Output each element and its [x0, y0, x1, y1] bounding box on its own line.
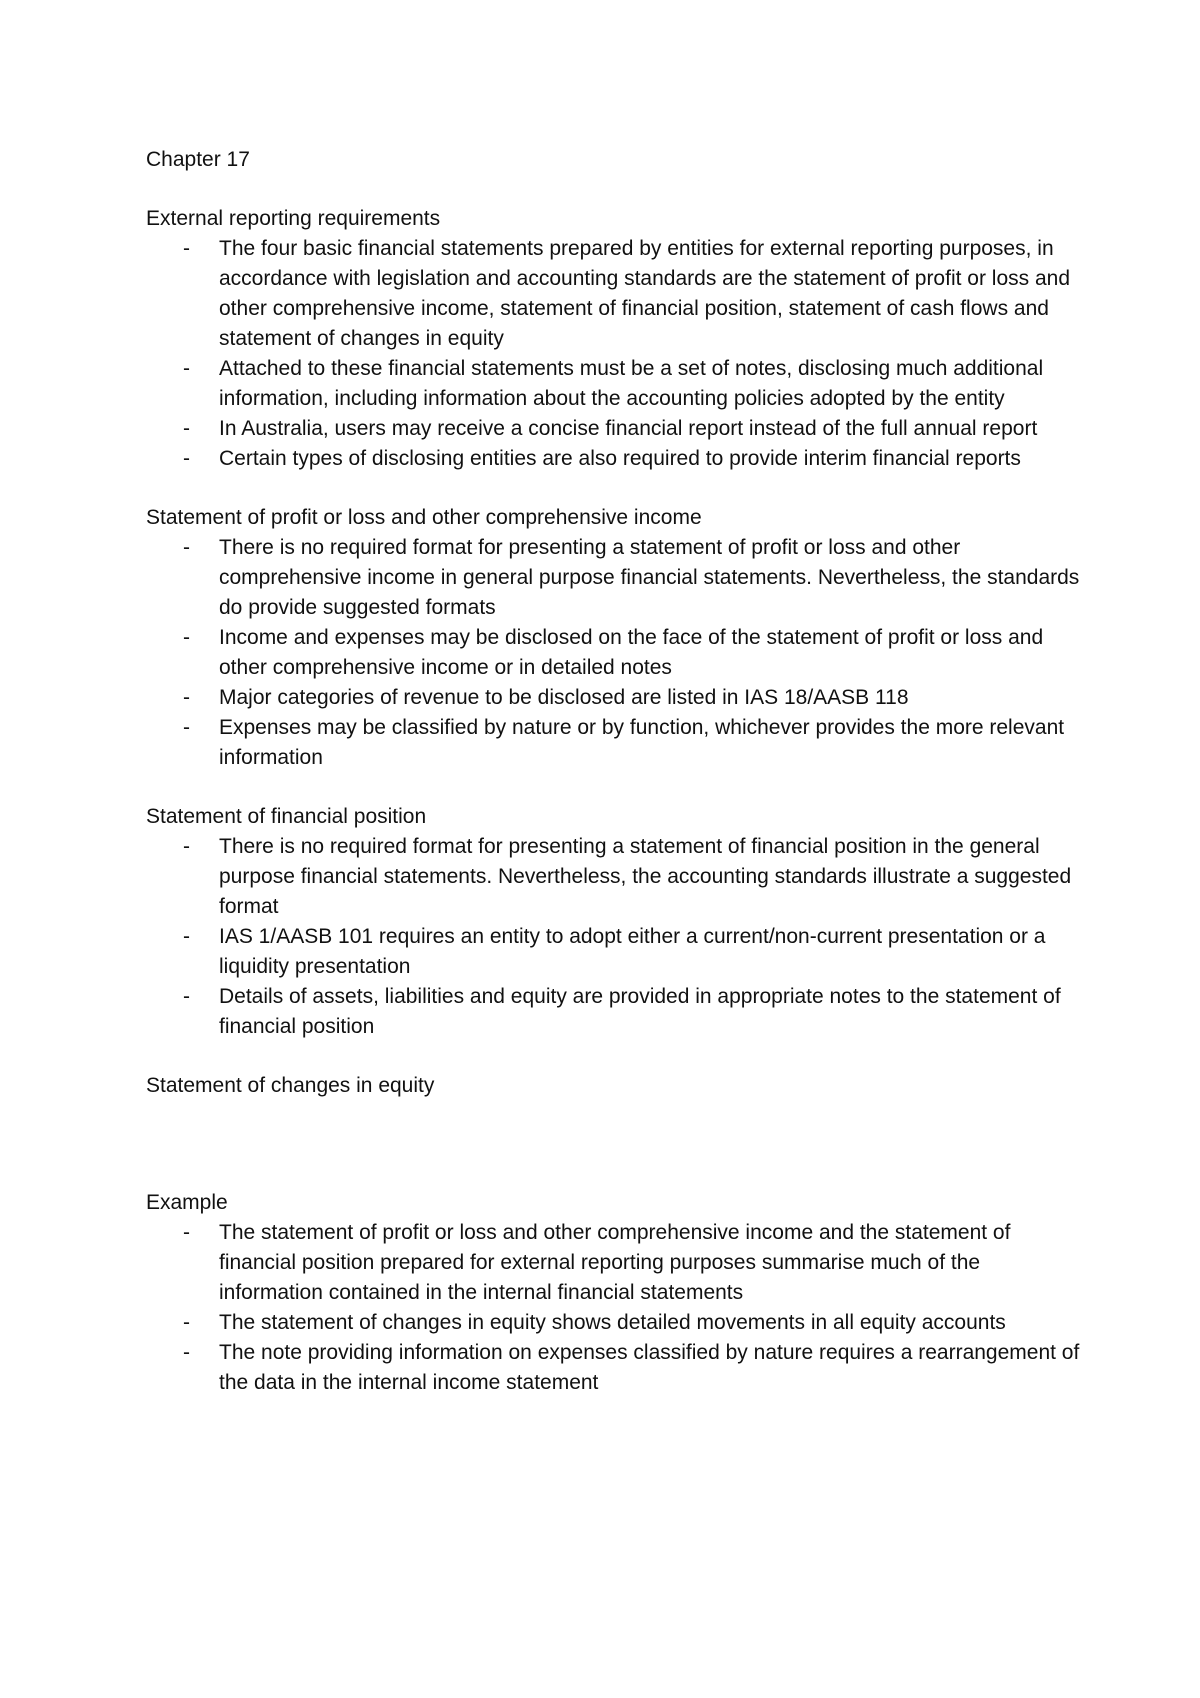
- bullet-list: [146, 533, 1080, 773]
- bullet-text: Income and expenses may be disclosed on the face of the statement of profit or loss and other comprehensive income or in detailed notes: [219, 626, 1044, 679]
- section-changes-in-equity: [146, 1071, 1080, 1159]
- list-item: [146, 623, 1080, 683]
- bullet-text: The four basic financial statements prepared by entities for external reporting purposes, in accordance with legislation and accounting standards are the statement of profit or loss and other comprehensive income, statement of financial position, statement of cash flows and statement of changes in equity: [219, 237, 1071, 350]
- bullet-list: [146, 234, 1080, 474]
- section-external-reporting: [146, 204, 1080, 474]
- section-heading: Statement of profit or loss and other comprehensive income: [146, 506, 702, 529]
- bullet-dash: -: [183, 417, 190, 440]
- bullet-dash: -: [183, 925, 190, 948]
- blank-space: [146, 1101, 1080, 1159]
- section-example: [146, 1188, 1080, 1398]
- section-heading: External reporting requirements: [146, 207, 441, 230]
- bullet-text: The note providing information on expenses classified by nature requires a rearrangement of the data in the internal income statement: [219, 1341, 1080, 1394]
- list-item: [146, 1218, 1080, 1308]
- list-item: [146, 533, 1080, 623]
- list-item: [146, 354, 1080, 414]
- section-financial-position: [146, 802, 1080, 1042]
- list-item: [146, 982, 1080, 1042]
- bullet-dash: -: [183, 716, 190, 739]
- bullet-text: Details of assets, liabilities and equity are provided in appropriate notes to the statement of financial position: [219, 985, 1061, 1038]
- bullet-text: Certain types of disclosing entities are also required to provide interim financial reports: [219, 447, 1021, 470]
- bullet-dash: -: [183, 357, 190, 380]
- section-heading: Statement of changes in equity: [146, 1074, 435, 1097]
- bullet-dash: -: [183, 1221, 190, 1244]
- list-item: [146, 832, 1080, 922]
- list-item: [146, 444, 1080, 474]
- bullet-list: [146, 832, 1080, 1042]
- bullet-dash: -: [183, 1341, 190, 1364]
- bullet-dash: -: [183, 626, 190, 649]
- section-heading: Example: [146, 1191, 228, 1214]
- bullet-dash: -: [183, 237, 190, 260]
- list-item: [146, 234, 1080, 354]
- page-title: Chapter 17: [146, 148, 250, 171]
- bullet-text: Expenses may be classified by nature or by function, whichever provides the more relevant information: [219, 716, 1065, 769]
- list-item: [146, 1338, 1080, 1398]
- list-item: [146, 713, 1080, 773]
- bullet-dash: -: [183, 1311, 190, 1334]
- bullet-dash: -: [183, 686, 190, 709]
- bullet-text: IAS 1/AASB 101 requires an entity to adopt either a current/non-current presentation or a liquidity presentation: [219, 925, 1046, 978]
- bullet-text: There is no required format for presenting a statement of profit or loss and other comprehensive income in general purpose financial statements. Nevertheless, the standards do provide suggested formats: [219, 536, 1080, 619]
- section-heading: Statement of financial position: [146, 805, 427, 828]
- bullet-text: Attached to these financial statements must be a set of notes, disclosing much additional information, including information about the accounting policies adopted by the entity: [219, 357, 1044, 410]
- bullet-dash: -: [183, 536, 190, 559]
- bullet-text: The statement of profit or loss and other comprehensive income and the statement of financial position prepared for external reporting purposes summarise much of the information contained in the internal financial statements: [219, 1221, 1011, 1304]
- list-item: [146, 414, 1080, 444]
- list-item: [146, 1308, 1080, 1338]
- bullet-text: In Australia, users may receive a concise financial report instead of the full annual report: [219, 417, 1038, 440]
- list-item: [146, 683, 1080, 713]
- bullet-dash: -: [183, 835, 190, 858]
- bullet-dash: -: [183, 985, 190, 1008]
- bullet-text: Major categories of revenue to be disclosed are listed in IAS 18/AASB 118: [219, 686, 909, 709]
- bullet-text: The statement of changes in equity shows detailed movements in all equity accounts: [219, 1311, 1006, 1334]
- section-profit-or-loss: [146, 503, 1080, 773]
- bullet-text: There is no required format for presenting a statement of financial position in the general purpose financial statements. Nevertheless, the accounting standards illustrate a suggested format: [219, 835, 1072, 918]
- bullet-list: [146, 1218, 1080, 1398]
- bullet-dash: -: [183, 447, 190, 470]
- list-item: [146, 922, 1080, 982]
